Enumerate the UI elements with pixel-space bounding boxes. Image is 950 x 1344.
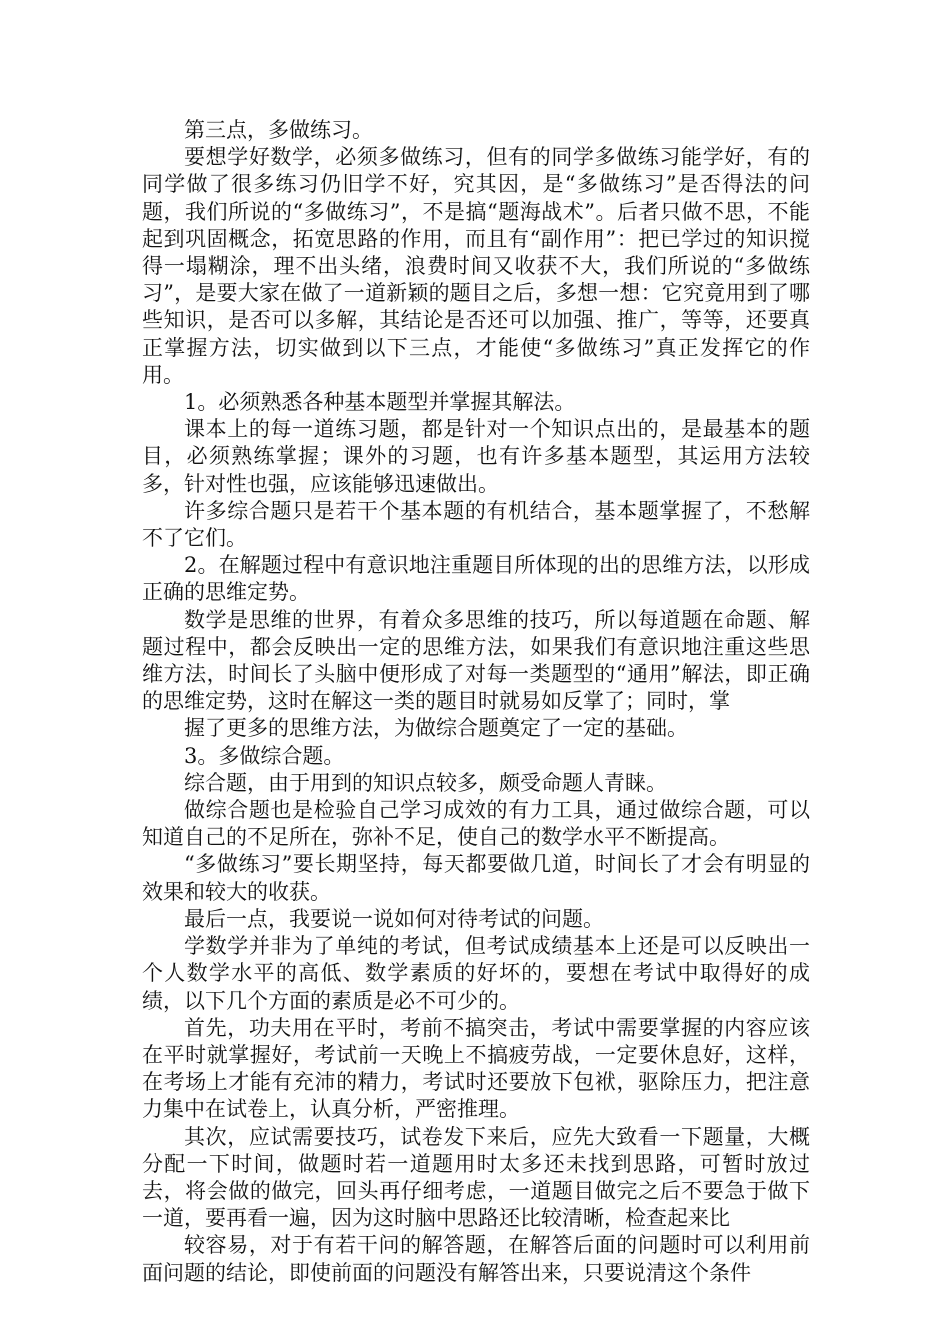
paragraph-exam-continued: 较容易，对于有若干问的解答题，在解答后面的问题时可以利用前面问题的结论，即使前面的问题没有解答出来，只要说清这个条件 <box>142 1233 810 1285</box>
section-heading-practice: 第三点，多做练习。 <box>184 118 373 142</box>
paragraph-textbook-exercises: 课本上的每一道练习题，都是针对一个知识点出的，是最基本的题目，必须熟练掌握；课外的习题，也有许多基本题型，其运用方法较多，针对性也强，应该能够迅速做出。 <box>142 417 810 496</box>
document-page <box>142 117 810 1287</box>
paragraph-composite-favored: 综合题，由于用到的知识点较多，颇受命题人青睐。 <box>184 770 667 795</box>
paragraph-exam-second: 其次，应试需要技巧，试卷发下来后，应先大致看一下题量，大概分配一下时间，做题时若一道题用时太多还未找到思路，可暂时放过去，将会做的做完，回头再仔细考虑，一道题目做完之后不要急于做下一道，要再看一遍，因为这时脑中思路还比较清晰，检查起来比 <box>142 1124 810 1231</box>
paragraph-composite-tool: 做综合题也是检验自己学习成效的有力工具，通过做综合题，可以知道自己的不足所在，弥补不足，使自己的数学水平不断提高。 <box>142 798 810 850</box>
point-heading-basic-types: 1。必须熟悉各种基本题型并掌握其解法。 <box>184 390 576 415</box>
point-heading-thinking-methods: 2。在解题过程中有意识地注重题目所体现的出的思维方法，以形成正确的思维定势。 <box>142 553 810 605</box>
section-heading-exams: 最后一点，我要说一说如何对待考试的问题。 <box>184 906 604 931</box>
paragraph-world-of-thinking: 数学是思维的世界，有着众多思维的技巧，所以每道题在命题、解题过程中，都会反映出一定的思维方法，如果我们有意识地注重这些思维方法，时间长了头脑中便形成了对每一类题型的“通用”解法，即正确的思维定势，这时在解这一类的题目时就易如反掌了；同时，掌 <box>142 607 810 714</box>
paragraph-practice-method: 要想学好数学，必须多做练习，但有的同学多做练习能学好，有的同学做了很多练习仍旧学不好，究其因，是“多做练习”是否得法的问题，我们所说的“多做练习”，不是搞“题海战术”。后者只做不思，不能起到巩固概念，拓宽思路的作用，而且有“副作用”：把已学过的知识搅得一塌糊涂，理不出头绪，浪费时间又收获不大，我们所说的“多做练习”，是要大家在做了一道新颖的题目之后，多想一想：它究竟用到了哪些知识，是否可以多解，其结论是否还可以加强、推广，等等，还要真正掌握方法，切实做到以下三点，才能使“多做练习”真正发挥它的作用。 <box>142 145 810 387</box>
paragraph-exam-purpose: 学数学并非为了单纯的考试，但考试成绩基本上还是可以反映出一个人数学水平的高低、数学素质的好坏的，要想在考试中取得好的成绩，以下几个方面的素质是必不可少的。 <box>142 934 810 1013</box>
point-heading-composite: 3。多做综合题。 <box>184 743 345 768</box>
paragraph-persistence: “多做练习”要长期坚持，每天都要做几道，时间长了才会有明显的效果和较大的收获。 <box>142 852 810 904</box>
paragraph-thinking-continued: 握了更多的思维方法，为做综合题奠定了一定的基础。 <box>184 716 688 741</box>
paragraph-composite-problems: 许多综合题只是若干个基本题的有机结合，基本题掌握了，不愁解不了它们。 <box>142 498 810 551</box>
paragraph-exam-first: 首先，功夫用在平时，考前不搞突击，考试中需要掌握的内容应该在平时就掌握好，考试前一天晚上不搞疲劳战，一定要休息好，这样，在考场上才能有充沛的精力，考试时还要放下包袱，驱除压力，把注意力集中在试卷上，认真分析，严密推理。 <box>142 1015 810 1122</box>
